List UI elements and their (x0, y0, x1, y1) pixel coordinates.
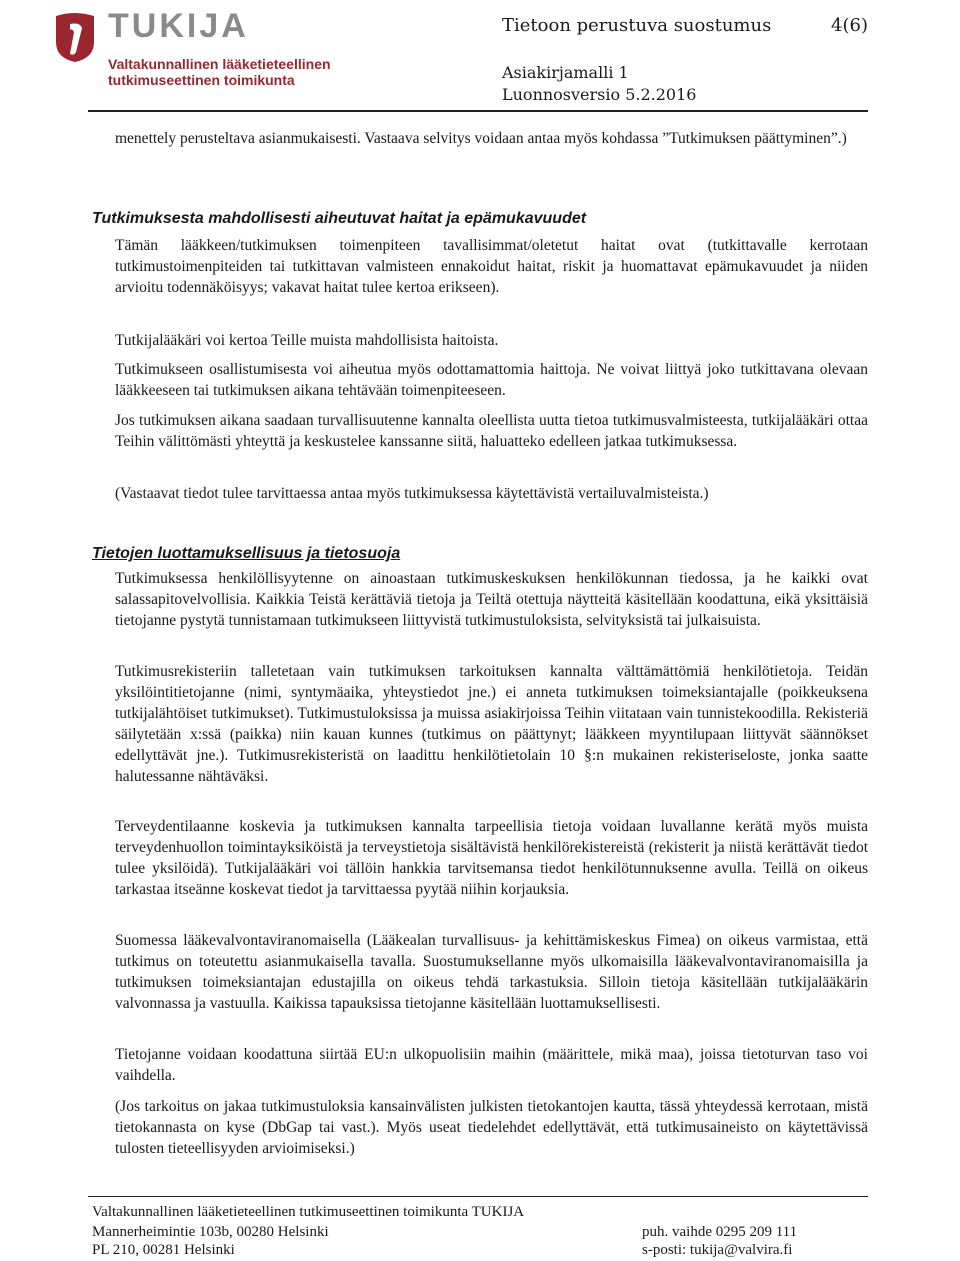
paragraph-privacy-identity: Tutkimuksessa henkilöllisyytenne on ainoastaan tutkimuskeskuksen henkilökunnan tiedossa, ja he kaikki ovat salassapitovelvollisia. Kaikkia Teistä kerättäviä tietoja ja Teiltä otettuja näytteitä käsitellään koodattuna, eikä yksittäisiä tietojanne pystytä tunnistamaan tutkimukseen liittyvistä tutkimustuloksista, selvityksistä tai julkaisuista. (115, 570, 868, 629)
paragraph-risks-other: Tutkijalääkäri voi kertoa Teille muista mahdollisista haitoista. (115, 332, 499, 349)
document-type: Asiakirjamalli 1 (502, 63, 629, 82)
section-heading-risks: Tutkimuksesta mahdollisesti aiheutuvat haitat ja epämukavuudet (92, 210, 587, 227)
paragraph-privacy-databases: (Jos tarkoitus on jakaa tutkimustuloksia kansainvälisten julkisten tietokantojen kautta, tässä yhteydessä kerrotaan, mistä tietokannasta on kyse (DbGap tai vast.). Myös useat tiedelehdet edellyttävät, että tutkimusaineisto on käytettävissä tulosten tieteellisyyden arvioimiseksi.) (115, 1098, 868, 1157)
footer-address-po-box: PL 210, 00281 Helsinki (92, 1242, 235, 1258)
paragraph-privacy-authorities: Suomessa lääkevalvontaviranomaisella (Lääkealan turvallisuus- ja kehittämiskeskus Fimea) on oikeus varmistaa, että tutkimus on toteutettu asianmukaisella tavalla. Suostumuksellanne myös ulkomaisilla lääkevalvontaviranomaisilla ja tutkimuksen toimeksiantajan edustajilla on oikeus tehdä tarkastuksia. Silloin tietoja käsitellään tutkijalääkärin valvonnassa ja vastuulla. Kaikissa tapauksissa tietojanne käsitellään luottamuksellisesti. (115, 932, 868, 1012)
tukija-logo-mark-icon (50, 12, 100, 64)
paragraph-privacy-register: Tutkimusrekisteriin talletetaan vain tutkimuksen tarkoituksen kannalta välttämättömiä henkilötietoja. Teidän yksilöintitietojanne (nimi, syntymäaika, yhteystiedot jne.) ei anneta tutkimuksen toimeksiantajalle (poikkeuksena tutkijalähtöiset tutkimukset). Tutkimustuloksissa ja muissa asiakirjoissa Teihin viitataan vain tunnistekoodilla. Rekisteriä säilytetään x:ssä (paikka) niin kauan kunnes (tutkimus on päättynyt; lääkkeen myyntilupaan liittyvät säännökset edellyttävät jne.). Tutkimusrekisteristä on laadittu henkilötietolain 10 §:n mukainen rekisteriseloste, jonka saatte halutessanne nähtäväksi. (115, 663, 868, 785)
logo-subtitle-line1: Valtakunnallinen lääketieteellinen (108, 56, 331, 72)
section-heading-privacy: Tietojen luottamuksellisuus ja tietosuoja (92, 545, 401, 562)
tukija-logo (50, 8, 350, 86)
footer-address-street: Mannerheimintie 103b, 00280 Helsinki (92, 1224, 329, 1240)
footer-divider (88, 1196, 868, 1197)
footer-organization: Valtakunnallinen lääketieteellinen tutkimuseettinen toimikunta TUKIJA (92, 1204, 525, 1220)
paragraph-risks-new-info: Jos tutkimuksen aikana saadaan turvallisuutenne kannalta oleellista uutta tietoa tutkimusvalmisteesta, tutkijalääkäri ottaa Teihin välittömästi yhteyttä ja keskustelee kanssanne siitä, haluatteko edelleen jatkaa tutkimuksessa. (115, 412, 868, 450)
paragraph-risks-comparators: (Vastaavat tiedot tulee tarvittaessa antaa myös tutkimuksessa käytettävistä vertailuvalmisteista.) (115, 485, 709, 502)
document-version: Luonnosversio 5.2.2016 (502, 85, 697, 104)
paragraph-privacy-health-data: Terveydentilaanne koskevia ja tutkimuksen kannalta tarpeellisia tietoja voidaan luvallanne kerätä myös muista terveydenhuollon toimintayksiköistä ja terveystietoja sisältävistä henkilörekistereistä (rekisterit ja niistä kerättävät tiedot tulee yksilöidä). Tutkijalääkäri voi tällöin hankkia tarvitsemansa tiedot henkilötunnuksenne avulla. Teillä on oikeus tarkastaa itseänne koskevat tiedot ja tarvittaessa pyytää niihin korjauksia. (115, 818, 868, 898)
header-title: Tietoon perustuva suostumus (502, 15, 772, 36)
footer-phone: puh. vaihde 0295 209 111 (642, 1224, 798, 1240)
paragraph-privacy-transfer: Tietojanne voidaan koodattuna siirtää EU:n ulkopuolisiin maihin (määrittele, mikä maa), joissa tietoturvan taso voi vaihdella. (115, 1046, 868, 1084)
footer-email[interactable]: s-posti: tukija@valvira.fi (642, 1242, 793, 1258)
paragraph-risks-common: Tämän lääkkeen/tutkimuksen toimenpiteen tavallisimmat/oletetut haitat ovat (tutkittavalle kerrotaan tutkimustoimenpiteiden tai tutkittavan valmisteen ennakoidut haitat, riskit ja huomattavat epämukavuudet ja niiden arvioitu todennäköisyys; vakavat haitat tulee kertoa erikseen). (115, 237, 868, 296)
logo-name: TUKIJA (108, 7, 249, 45)
logo-subtitle-line2: tutkimuseettinen toimikunta (108, 72, 295, 88)
paragraph-risks-unexpected: Tutkimukseen osallistumisesta voi aiheutua myös odottamattomia haittoja. Ne voivat liittyä joko tutkittavana olevaan lääkkeeseen tai tutkimuksen aikana tehtävään toimenpiteeseen. (115, 361, 868, 399)
paragraph-intro-continuation: menettely perusteltava asianmukaisesti. Vastaava selvitys voidaan antaa myös kohdassa ”Tutkimuksen päättyminen”.) (115, 130, 847, 147)
page-number: 4(6) (831, 15, 868, 36)
header-divider (88, 110, 868, 112)
